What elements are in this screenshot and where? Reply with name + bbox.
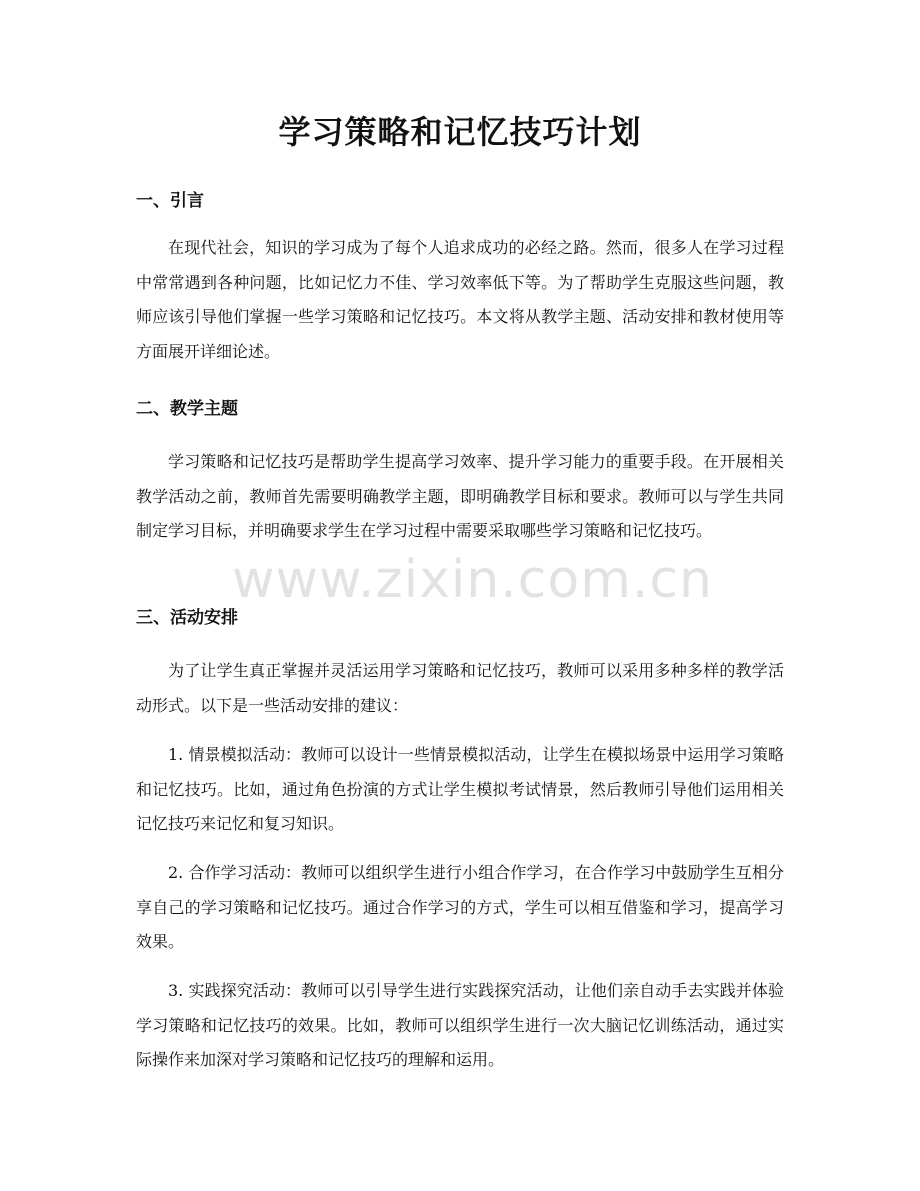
list-item-practical-exploration: 3. 实践探究活动：教师可以引导学生进行实践探究活动，让他们亲自动手去实践并体验学习策略和记忆技巧的效果。比如，教师可以组织学生进行一次大脑记忆训练活动，通过实际操作来加深对学习策略和记忆技巧的理解和运用。 xyxy=(136,981,784,1069)
list-item-scenario-simulation: 1. 情景模拟活动：教师可以设计一些情景模拟活动，让学生在模拟场景中运用学习策略和记忆技巧。比如，通过角色扮演的方式让学生模拟考试情景，然后教师引导他们运用相关记忆技巧来记忆和复习知识。 xyxy=(136,745,784,833)
paragraph-introduction: 在现代社会，知识的学习成为了每个人追求成功的必经之路。然而，很多人在学习过程中常常遇到各种问题，比如记忆力不佳、学习效率低下等。为了帮助学生克服这些问题，教师应该引导他们掌握一些学习策略和记忆技巧。本文将从教学主题、活动安排和教材使用等方面展开详细论述。 xyxy=(136,238,784,361)
list-item-cooperative-learning: 2. 合作学习活动：教师可以组织学生进行小组合作学习，在合作学习中鼓励学生互相分享自己的学习策略和记忆技巧。通过合作学习的方式，学生可以相互借鉴和学习，提高学习效果。 xyxy=(136,863,784,951)
section-heading-activity-arrangement: 三、活动安排 xyxy=(136,608,238,628)
section-heading-introduction: 一、引言 xyxy=(136,191,204,211)
watermark: www.zixin.com.cn xyxy=(232,550,713,610)
section-heading-teaching-theme: 二、教学主题 xyxy=(136,399,238,419)
page-title: 学习策略和记忆技巧计划 xyxy=(278,113,642,151)
paragraph-activity-intro: 为了让学生真正掌握并灵活运用学习策略和记忆技巧，教师可以采用多种多样的教学活动形式。以下是一些活动安排的建议： xyxy=(136,661,784,715)
paragraph-teaching-theme: 学习策略和记忆技巧是帮助学生提高学习效率、提升学习能力的重要手段。在开展相关教学活动之前，教师首先需要明确教学主题，即明确教学目标和要求。教师可以与学生共同制定学习目标，并明确要求学生在学习过程中需要采取哪些学习策略和记忆技巧。 xyxy=(136,452,784,540)
